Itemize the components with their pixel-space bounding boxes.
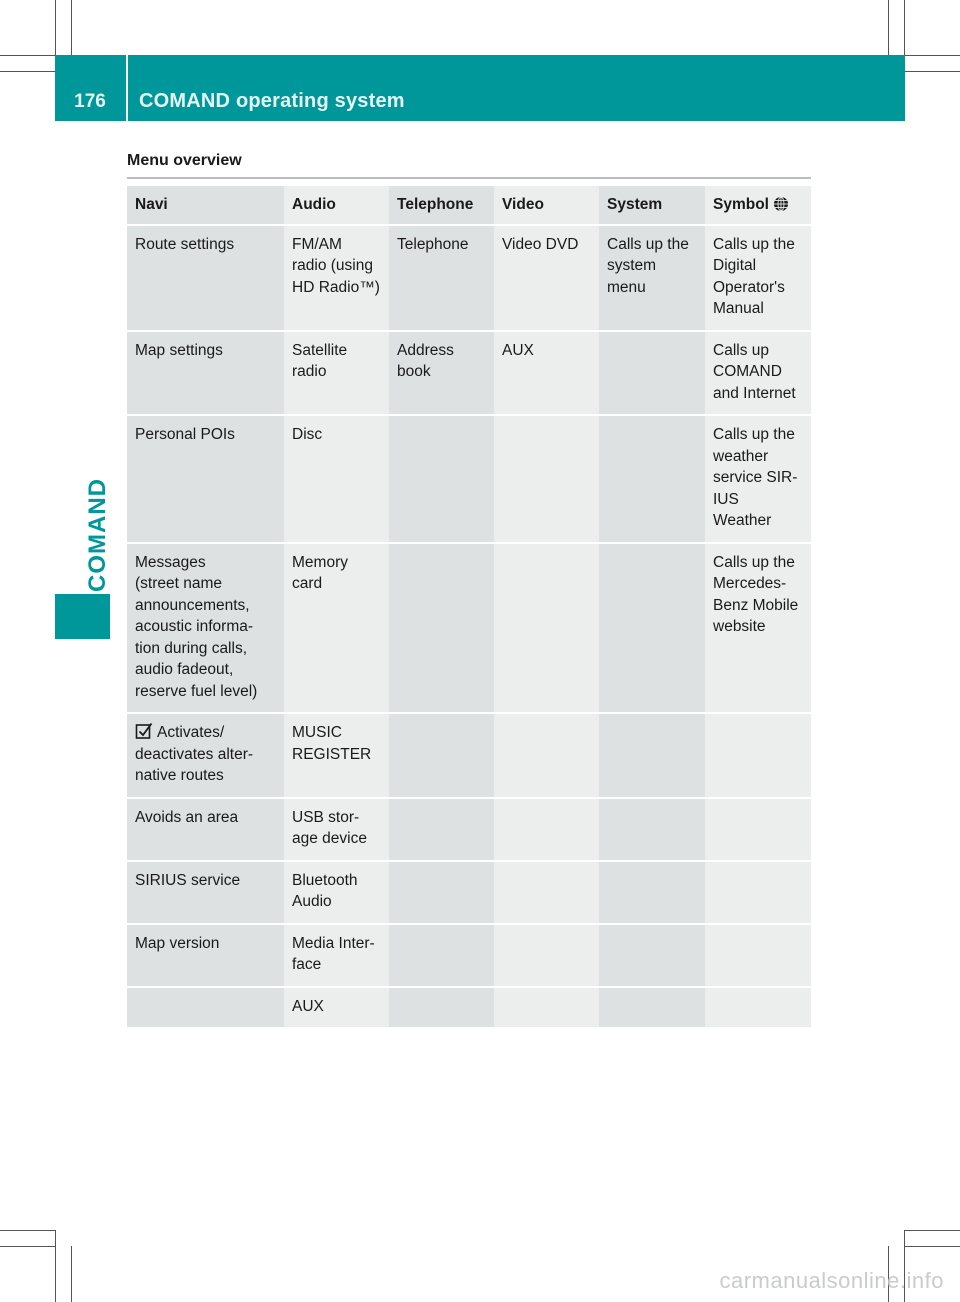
checkbox-checked-icon — [135, 722, 153, 740]
cell-telephone — [389, 714, 494, 799]
column-header-video: Video — [494, 186, 599, 226]
cell-video — [494, 988, 599, 1030]
table-row — [127, 862, 811, 925]
cell-system — [599, 714, 705, 799]
table-header-row — [127, 186, 811, 226]
crop-mark — [71, 1246, 72, 1302]
crop-mark — [905, 1246, 960, 1247]
header-divider — [126, 55, 128, 121]
cell-audio: Disc — [284, 416, 389, 544]
cell-system — [599, 925, 705, 988]
cell-video — [494, 544, 599, 715]
cell-navi: Route settings — [127, 226, 284, 332]
cell-telephone — [389, 988, 494, 1030]
crop-mark — [71, 0, 72, 55]
cell-audio: Bluetooth Audio — [284, 862, 389, 925]
table-row — [127, 714, 811, 799]
column-header-symbol-label: Symbol — [713, 196, 769, 213]
cell-telephone: Address book — [389, 332, 494, 417]
globe-icon — [773, 196, 789, 212]
cell-video — [494, 714, 599, 799]
cell-video — [494, 799, 599, 862]
cell-audio: Memory card — [284, 544, 389, 715]
table-row — [127, 544, 811, 715]
crop-mark — [904, 0, 905, 55]
cell-telephone — [389, 799, 494, 862]
crop-mark — [0, 1230, 55, 1231]
watermark: carmanualsonline.info — [719, 1268, 944, 1293]
cell-audio: FM/AM radio (using HD Radio™) — [284, 226, 389, 332]
side-tab-marker — [55, 594, 110, 639]
crop-mark — [888, 0, 889, 55]
cell-system: Calls up the system menu — [599, 226, 705, 332]
section-rule — [127, 177, 811, 179]
cell-navi: Avoids an area — [127, 799, 284, 862]
section-title: Menu overview — [127, 152, 242, 169]
cell-symbol: Calls up the Mercedes- Benz Mobile website — [705, 544, 811, 715]
cell-system — [599, 416, 705, 544]
table-row — [127, 988, 811, 1030]
crop-mark — [0, 55, 55, 56]
crop-mark — [55, 0, 56, 55]
cell-system — [599, 862, 705, 925]
cell-audio: Media Inter- face — [284, 925, 389, 988]
cell-symbol — [705, 988, 811, 1030]
menu-overview-table — [127, 186, 811, 1029]
page-number: 176 — [74, 91, 106, 112]
cell-system — [599, 988, 705, 1030]
cell-symbol — [705, 862, 811, 925]
cell-symbol — [705, 925, 811, 988]
cell-navi: Personal POIs — [127, 416, 284, 544]
table-row — [127, 799, 811, 862]
column-header-telephone: Telephone — [389, 186, 494, 226]
cell-video — [494, 862, 599, 925]
column-header-system: System — [599, 186, 705, 226]
cell-video: AUX — [494, 332, 599, 417]
side-tab — [58, 470, 138, 600]
cell-audio: MUSIC REGISTER — [284, 714, 389, 799]
table-row — [127, 332, 811, 417]
cell-telephone — [389, 925, 494, 988]
column-header-navi: Navi — [127, 186, 284, 226]
chapter-title: COMAND operating system — [139, 90, 405, 112]
cell-navi — [127, 714, 284, 799]
cell-video — [494, 416, 599, 544]
cell-symbol — [705, 799, 811, 862]
cell-video — [494, 925, 599, 988]
cell-audio: Satellite radio — [284, 332, 389, 417]
cell-text: Activates/ deactivates alter- native routes — [135, 724, 254, 784]
column-header-symbol — [705, 186, 811, 226]
cell-navi: Map version — [127, 925, 284, 988]
cell-video: Video DVD — [494, 226, 599, 332]
header-bar — [55, 55, 905, 121]
crop-mark — [905, 55, 960, 56]
column-header-audio: Audio — [284, 186, 389, 226]
cell-navi: Messages (street name announcements, acoustic informa- tion during calls, audio fadeout, reserve fuel level) — [127, 544, 284, 715]
cell-symbol: Calls up COMAND and Internet — [705, 332, 811, 417]
crop-mark — [0, 71, 55, 72]
table-row — [127, 416, 811, 544]
cell-navi: Map settings — [127, 332, 284, 417]
cell-symbol: Calls up the Digital Operator's Manual — [705, 226, 811, 332]
cell-telephone — [389, 862, 494, 925]
side-tab-label: COMAND — [84, 478, 111, 592]
crop-mark — [905, 71, 960, 72]
table-row — [127, 925, 811, 988]
cell-audio: AUX — [284, 988, 389, 1030]
table-row — [127, 226, 811, 332]
cell-navi: SIRIUS service — [127, 862, 284, 925]
cell-navi — [127, 988, 284, 1030]
cell-telephone — [389, 544, 494, 715]
cell-telephone: Telephone — [389, 226, 494, 332]
crop-mark — [0, 1246, 55, 1247]
cell-symbol: Calls up the weather service SIR- IUS Weather — [705, 416, 811, 544]
crop-mark — [55, 1230, 56, 1302]
crop-mark — [905, 1230, 960, 1231]
cell-audio: USB stor- age device — [284, 799, 389, 862]
cell-system — [599, 799, 705, 862]
cell-system — [599, 332, 705, 417]
cell-symbol — [705, 714, 811, 799]
cell-system — [599, 544, 705, 715]
cell-telephone — [389, 416, 494, 544]
